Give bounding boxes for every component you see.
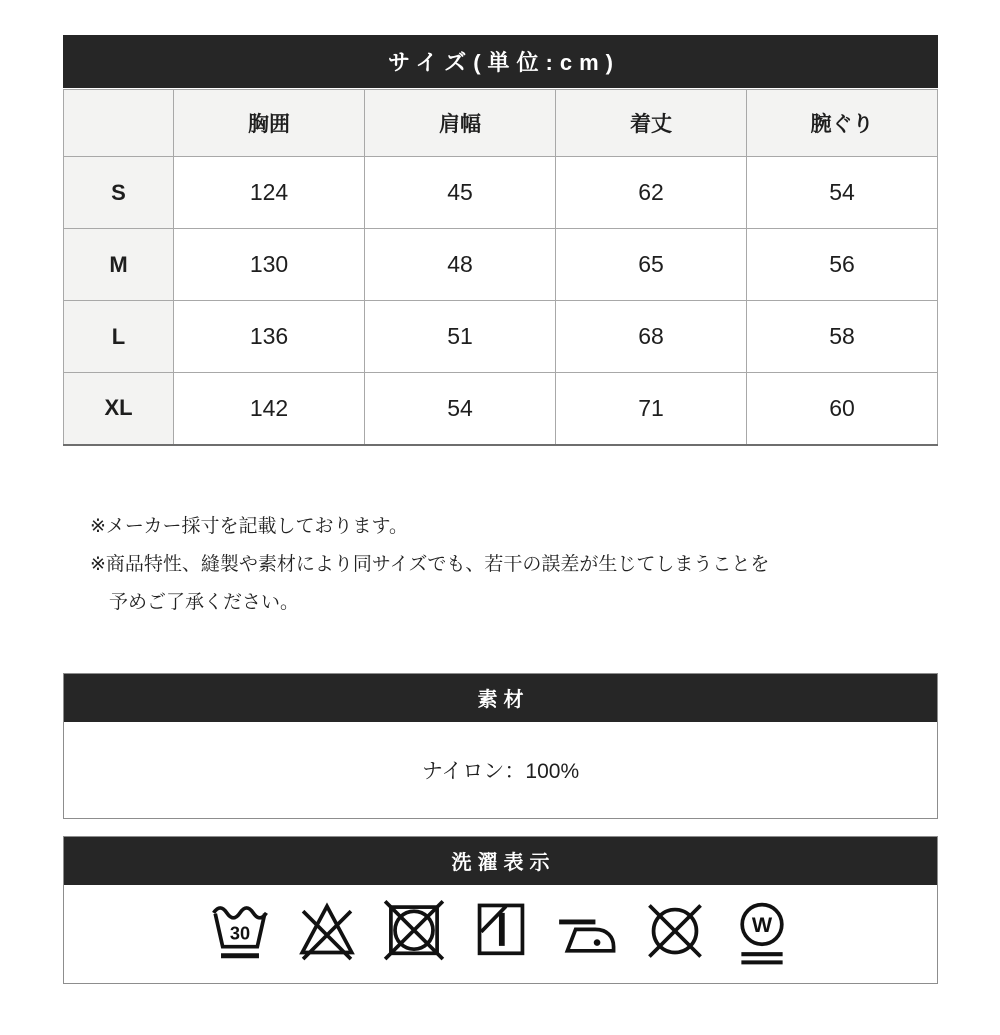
washing-section-header [64,837,937,885]
size-value-cell: 58 [747,301,938,373]
size-value-cell: 71 [556,373,747,445]
measurement-notes [90,508,938,622]
size-value-cell: 142 [174,373,365,445]
do-not-bleach-icon [294,897,360,970]
col-header-length: 着丈 [556,90,747,157]
size-value-cell: 48 [365,229,556,301]
note-line-1: ※メーカー採寸を記載しております。 [90,515,409,537]
size-table-header-row [64,90,938,157]
laundry-symbols-row [64,885,937,983]
size-value-cell: 54 [365,373,556,445]
line-dry-in-shade-icon [468,897,534,970]
product-spec-sheet [63,35,938,984]
wash-30-gentle-icon [207,897,273,970]
do-not-tumble-dry-icon [381,897,447,970]
size-value-cell: 136 [174,301,365,373]
washing-section [63,836,938,984]
material-section [63,673,938,819]
washing-section-title: 洗濯表示 [451,852,556,874]
size-row-label: M [64,229,174,301]
size-value-cell: 65 [556,229,747,301]
wet-clean-letter: W [751,912,772,937]
size-value-cell: 54 [747,157,938,229]
table-row-s [64,157,938,229]
table-row-l [64,301,938,373]
material-value: ナイロン：100% [64,722,937,818]
size-value-cell: 60 [747,373,938,445]
size-row-label: L [64,301,174,373]
col-header-chest: 胸囲 [174,90,365,157]
col-header-shoulder: 肩幅 [365,90,556,157]
size-section-header [63,35,938,88]
material-section-header [64,674,937,722]
size-row-label: S [64,157,174,229]
size-value-cell: 62 [556,157,747,229]
size-row-label: XL [64,373,174,445]
iron-low-heat-icon [555,897,621,970]
size-table [63,89,938,446]
table-row-m [64,229,938,301]
wet-clean-very-gentle-icon [729,897,795,970]
size-section [63,35,938,446]
size-value-cell: 45 [365,157,556,229]
do-not-dry-clean-icon [642,897,708,970]
material-section-title: 素材 [477,689,530,711]
size-value-cell: 124 [174,157,365,229]
size-value-cell: 130 [174,229,365,301]
table-row-xl [64,373,938,445]
size-table-corner-cell [64,90,174,157]
size-value-cell: 56 [747,229,938,301]
size-value-cell: 68 [556,301,747,373]
wash-temperature-label: 30 [229,923,250,944]
col-header-armhole: 腕ぐり [747,90,938,157]
note-line-3: 予めご了承ください。 [109,591,300,613]
size-section-title: サイズ(単位:cm) [387,50,621,75]
size-value-cell: 51 [365,301,556,373]
note-line-2: ※商品特性、縫製や素材により同サイズでも、若干の誤差が生じてしまうことを [90,553,770,575]
